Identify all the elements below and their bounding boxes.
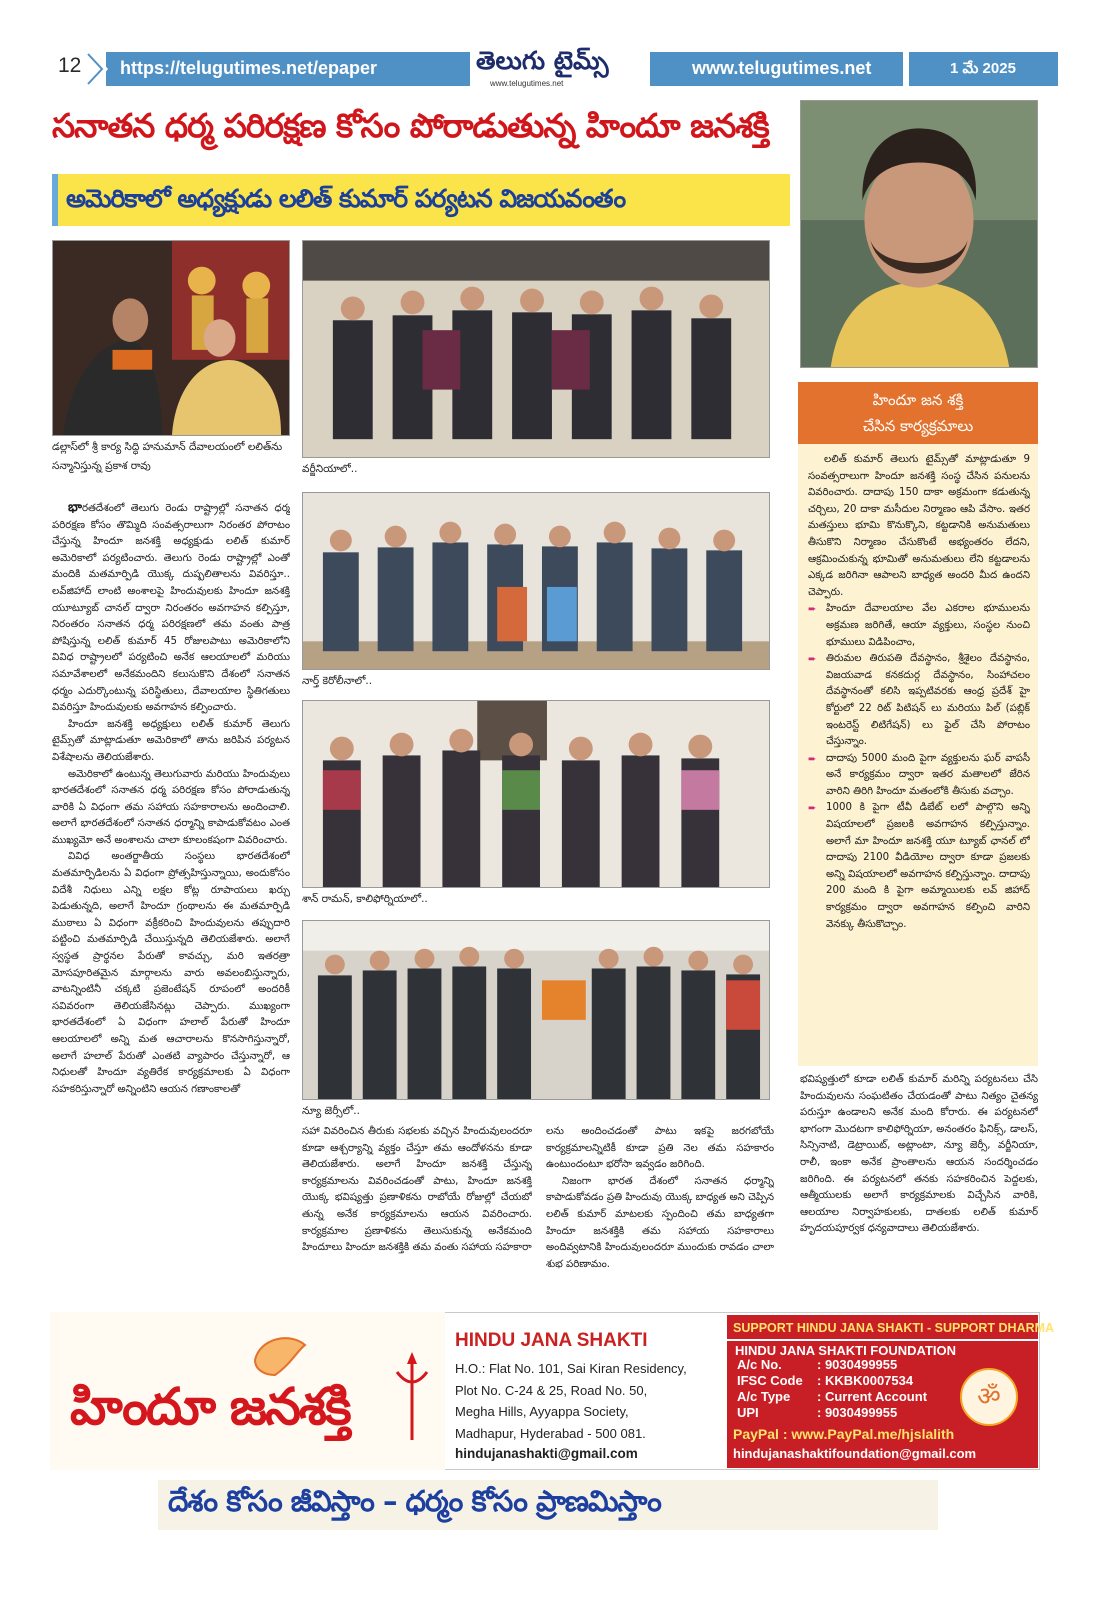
- masthead-logo-url: www.telugutimes.net: [490, 79, 564, 88]
- bank-row: IFSC Code : KKBK0007534: [737, 1373, 914, 1388]
- conch-icon: [250, 1330, 310, 1380]
- arrow-bullet-icon: ➨: [808, 654, 817, 666]
- sidebar-bullet: ➨ 1000 కి పైగా టీవీ డిబేట్ లలో పాల్గొని అన్ని విషయాలలో ప్రజలకి అవగాహన కల్పిస్తున్నాం. అలాగే మా హిందూ జనశక్తి యూ ట్యూబ్ ఛానల్ లో దాదాపు 2100 వీడియోల ద్వారా కూడా ప్రజలకు అన్ని విషయాలలో అవగాహన కల్పిస్తున్నాం. దాదాపు 200 మంది కి పైగా అమ్మాయిలకు లవ్ జిహాద్ కార్యక్రమం ద్వారా అవగాహన కల్పించి వారిని వెనక్కు తీసుకొచ్చాం.: [808, 802, 1030, 930]
- page-number: 12: [58, 54, 82, 77]
- arrow-bullet-icon: ➨: [808, 753, 817, 765]
- site-link[interactable]: www.telugutimes.net: [692, 58, 872, 78]
- ad-email-link[interactable]: hindujanashakti@gmail.com: [455, 1446, 638, 1461]
- portrait-photo: [800, 100, 1038, 368]
- drop-cap: భా: [68, 500, 82, 515]
- virginia-group-photo: [302, 240, 770, 458]
- masthead-logo[interactable]: తెలుగు టైమ్స్: [476, 46, 609, 75]
- sidebar-bullet: ➨ దాదాపు 5000 మంది పైగా వ్యక్తులను ఘర్ వాపసీ అనే కార్యక్రమం ద్వారా ఇతర మతాలలో జేరిన వారిని తిరిగి హిందూ మతంలోకి తీసుకు వచ్చాం.: [808, 752, 1030, 797]
- arrow-bullet-icon: ➨: [808, 803, 817, 815]
- new-jersey-caption: న్యూ జెర్సీలో..: [302, 1105, 360, 1117]
- article-paragraph: నిజంగా భారత దేశంలో సనాతన ధర్మాన్ని కాపాడుకోవడం ప్రతి హిందువు యొక్క బాధ్యత అని చెప్పిన లలిత్ కుమార్ మాటలకు స్పందించి తమ బాధ్యతగా హిందూ జనశక్తికి తమ సహాయ సహకారాలు అందివ్వటానికి హిందువులందరూ ముందుకు రావడం చాలా శుభ పరిణామం.: [546, 1175, 774, 1270]
- ad-org-name: HINDU JANA SHAKTI: [455, 1330, 648, 1351]
- new-jersey-group-photo: [302, 920, 770, 1100]
- article-paragraph: లను అందించడంతో పాటు ఇకపై జరగబోయే కార్యక్రమాలన్నిటికీ కూడా ప్రతి నెల తమ సహకారం ఉంటుందంటూ భరోసా ఇవ్వడం జరిగింది.: [546, 1126, 774, 1171]
- article-paragraph: సహా వివరించిన తీరుకు సభలకు వచ్చిన హిందువులందరూ కూడా ఆశ్చర్యాన్ని వ్యక్తం చేస్తూ తమ ఆందోళనను కూడా తెలియజేశారు. అలాగే హిందూ జనశక్తి చేస్తున్న కార్యక్రమాలను వివరించడంతో పాటు, హిందూ జనశక్తి యొక్క భవిష్యత్తు ప్రణాళికను రాబోయే రోజుల్లో చేయబో తున్న అనేక కార్యక్రమాలను ఆయన వివరించారు. కార్యక్రమాల ప్రణాళికను తెలుసుకున్న అనేకమంది హిందూలు హిందూ జనశక్తికి తమ వంతు సహాయ సహకారా: [302, 1126, 532, 1254]
- north-carolina-caption: నార్త్ కెరోలీనాలో..: [302, 675, 373, 687]
- ad-address: H.O.: Flat No. 101, Sai Kiran Residency, Plot No. C-24 & 25, Road No. 50, Megha Hills, Ayyappa Society, Madhapur, Hyderabad - 500 081.: [455, 1361, 687, 1441]
- page-title: సనాతన ధర్మ పరిరక్షణ కోసం పోరాడుతున్న హిందూ జనశక్తి: [52, 106, 769, 145]
- article-paragraph: అమెరికాలో ఉంటున్న తెలుగువారు మరియు హిందువులు భారతదేశంలో సనాతన ధర్మ పరిరక్షణ కోసం పోరాడుతున్న వారికి ఏ విధంగా తమ సహాయ సహకారాలను అందించాలి. అలాగే భారతదేశంలో సనాతన ధర్మాన్ని కాపాడుకోవటం ఎంత ముఖ్యమో అనే అంశాలను చాలా కూలంకషంగా వివరించారు.: [52, 768, 290, 846]
- article-column-2: [302, 1124, 532, 1304]
- arrow-bullet-icon: ➨: [808, 604, 817, 616]
- san-ramon-group-photo: [302, 700, 770, 888]
- bank-row: A/c Type : Current Account: [737, 1389, 928, 1404]
- header-divider: [903, 52, 909, 86]
- ad-bank-details: [737, 1357, 927, 1421]
- north-carolina-group-photo: [302, 492, 770, 670]
- article-column-3: [546, 1124, 774, 1304]
- trident-icon: [392, 1352, 432, 1442]
- ad-support-title: SUPPORT HINDU JANA SHAKTI - SUPPORT DHARMA: [733, 1321, 1055, 1335]
- article-column-4: [800, 1072, 1038, 1304]
- article-paragraph: వివిధ అంతర్జాతీయ సంస్థలు భారతదేశంలో మతమార్పిడిలను ఏ విధంగా ప్రోత్సహిస్తున్నాయి, అందుకోసం విదేశీ నిధులు ఎన్ని లక్షల కోట్ల రూపాయలు ఖర్చు పెడుతున్నది, అలాగే హిందూ గ్రంథాలను ఈ మతమార్పిడి ముఠాలు ఏ విధంగా వక్రీకరించి హిందువులను తప్పుదారి పట్టించి మతమార్పిడి చేయిస్తున్నది తెలియజేశారు. అలాగే స్వస్థత ప్రార్థనల పేరుతో కావచ్చు, మరి ఇతరత్రా మోసపూరితమైన మార్గాలను వారు అవలంబిస్తున్నారు, వాటన్నింటినీ చక్కటి ప్రజెంటేషన్ రూపంలో అందరికీ సవివరంగా తెలియజేసినట్లు చెప్పారు. ముఖ్యంగా భారతదేశంలో ఏ విధంగా హలాల్ పేరుతో హిందూ ఆలయాలలో అన్ని మత ఆచారాలను కొనసాగిస్తున్నారో, అలాగే హలాల్ పేరుతో ఎంతటి వ్యాపారం చేస్తున్నారో, ఆ నిధులతో హిందూ వ్యతిరేక కార్యక్రమాలకు ఏ విధంగా సహకరిస్తున్నారో అన్నింటిని ఆయన గణాంకాలతో: [52, 851, 290, 1095]
- sidebar-intro: లలిత్ కుమార్ తెలుగు టైమ్స్‌తో మాట్లాడుతూ 9 సంవత్సరాలుగా హిందూ జనశక్తి సంస్థ చేసిన పనులను వివరించారు. దాదాపు 150 దాకా అక్రమంగా కడుతున్న చర్చిలు, 20 దాకా మసీదుల నిర్మాణం ఆపి వేసాం. ఇతర మతస్తులు భూమి కొనుక్కొని, కట్టడానికి అనుమతులు తీసుకొని నిర్మాణం చేసుకొంటే అభ్యంతరం లేదని, ఆక్రమించుకున్న భూమితో అనుమతులు లేని కట్టడాలను ఎక్కడ జరిగినా ఆపాలని బాధ్యత అందరి మీద ఉందని చెప్పారు.: [808, 454, 1030, 598]
- bank-row: A/c No. : 9030499955: [737, 1357, 898, 1372]
- san-ramon-caption: శాన్ రామన్, కాలిఫోర్నియాలో..: [302, 893, 428, 905]
- issue-date: 1 మే 2025: [950, 60, 1016, 77]
- subheadline: అమెరికాలో అధ్యక్షుడు లలిత్ కుమార్ పర్యటన విజయవంతం: [66, 184, 626, 213]
- epaper-link[interactable]: https://telugutimes.net/epaper: [120, 58, 378, 78]
- sidebar-bullet: ➨ హిందూ దేవాలయాల వేల ఎకరాల భూములను అక్రమణ జరిగితే, ఆయా వ్యక్తులు, సంస్థల నుంచి భూములు విడిపించాం,: [808, 603, 1030, 648]
- slogan: దేశం కోసం జీవిస్తాం – ధర్మం కోసం ప్రాణమిస్తాం: [168, 1484, 661, 1518]
- temple-photo-caption: డల్లాస్‌లో శ్రీ కార్య సిద్ధి హనుమాన్ దేవాలయంలో లలిత్‌ను సన్మానిస్తున్న ప్రకాశ రావు: [52, 441, 283, 472]
- temple-photo: [52, 240, 290, 436]
- article-paragraph: భవిష్యత్తులో కూడా లలిత్ కుమార్ మరిన్ని పర్యటనలు చేసి హిందువులను సంఘటితం చేయడంతో పాటు నిత్యం చైతన్య పరుస్తూ ఉండాలని అనేక మంది కోరారు. ఈ పర్యటనలో భాగంగా మొదటగా కాలిఫోర్నియా, అనంతరం ఫినిక్స్, డాలస్, సిన్సినాటి, డెట్రాయిట్, అట్లాంటా, న్యూ జెర్సీ, వర్జీనియా, రాలీ, ఇంకా అనేక ప్రాంతాలను ఆయన సందర్శించడం జరిగింది. ఈ పర్యటనలో తనకు సహకరించిన పెద్దలకు, ఆత్మీయులకు అలాగే కార్యక్రమాలకు విచ్చేసిన వారికి, ఆలయాల నిర్వాహకులకు, దాతలకు లలిత్ కుమార్ హృదయపూర్వక ధన్యవాదాలు తెలియజేశారు.: [800, 1074, 1038, 1235]
- sidebar-bullet: ➨ తిరుమల తిరుపతి దేవస్థానం, శ్రీశైలం దేవస్థానం, విజయవాడ కనకదుర్గ దేవస్థానం, సింహాచలం దేవస్థానంతో కలిసి ఇప్పటివరకు ఆంధ్ర ప్రదేశ్ హై కోర్టులో 22 రిట్ పిటిషన్ లు మరియు పిల్ (పబ్లిక్ ఇంటరెస్ట్ లిటిగేషన్) లు ఫైల్ చేసి పోరాటం చేస్తున్నాం.: [808, 653, 1030, 748]
- om-icon: ॐ: [960, 1368, 1018, 1426]
- divider: [727, 1339, 1038, 1341]
- sidebar-title: హిందూ జన శక్తి చేసిన కార్యక్రమాలు: [862, 391, 974, 435]
- sidebar-content: [808, 452, 1030, 1064]
- article-paragraph: భారతదేశంలో తెలుగు రెండు రాష్ట్రాల్లో సనాతన ధర్మ పరిరక్షణ కోసం తొమ్మిది సంవత్సరాలుగా నిరంతర పోరాటం చేస్తున్న హిందూ జనశక్తి అధ్యక్షుడు లలిత్ కుమార్ అమెరికాలో పర్యటించారు. తెలుగు రెండు రాష్ట్రాల్లో ఎంతో మందికి మతమార్పిడి యొక్క దుష్పలితాలను వివరిస్తూ.. లవ్‌జిహాద్ లాంటి అంశాలపై హిందువులకు హిందూ జనశక్తి యూట్యూబ్ చానల్ ద్వారా నిరంతరం అవగాహన కల్పిస్తూ, నిరంతరం సనాతన ధర్మ పరిరక్షణలో తమ వంతు పాత్ర పోషిస్తున్న లలిత్ కుమార్ 45 రోజులపాటు అమెరికాలోని వివిధ రాష్ట్రాలలో పర్యటించి అనేక ఆలయాలలో మరియు సమావేశాలలో అనేకమందిని కలుసుకొని దేశంలో సనాతన ధర్మం ఎదుర్కొంటున్న పరిస్థితులు, దేవాలయాల స్థితిగతులు వివరిస్తూ హిందువులకు అవగాహన కల్పించారు.: [52, 500, 290, 714]
- bank-row: UPI : 9030499955: [737, 1405, 898, 1420]
- article-paragraph: హిందూ జనశక్తి అధ్యక్షులు లలిత్ కుమార్ తెలుగు టైమ్స్‌తో మాట్లాడుతూ అమెరికాలో తాను జరిపిన పర్యటన విశేషాలను తెలియజేశారు.: [52, 718, 290, 763]
- ad-paypal-link[interactable]: PayPal : www.PayPal.me/hjslalith: [733, 1426, 955, 1442]
- hindu-jana-shakti-logo: హిందూ జనశక్తి: [70, 1378, 350, 1437]
- virginia-caption: వర్జీనియాలో..: [302, 463, 358, 475]
- ad-foundation-email-link[interactable]: hindujanashaktifoundation@gmail.com: [733, 1446, 977, 1461]
- article-column-1: [52, 500, 290, 1306]
- ad-foundation-name: HINDU JANA SHAKTI FOUNDATION: [735, 1343, 956, 1358]
- chevron-right-icon: [86, 52, 108, 86]
